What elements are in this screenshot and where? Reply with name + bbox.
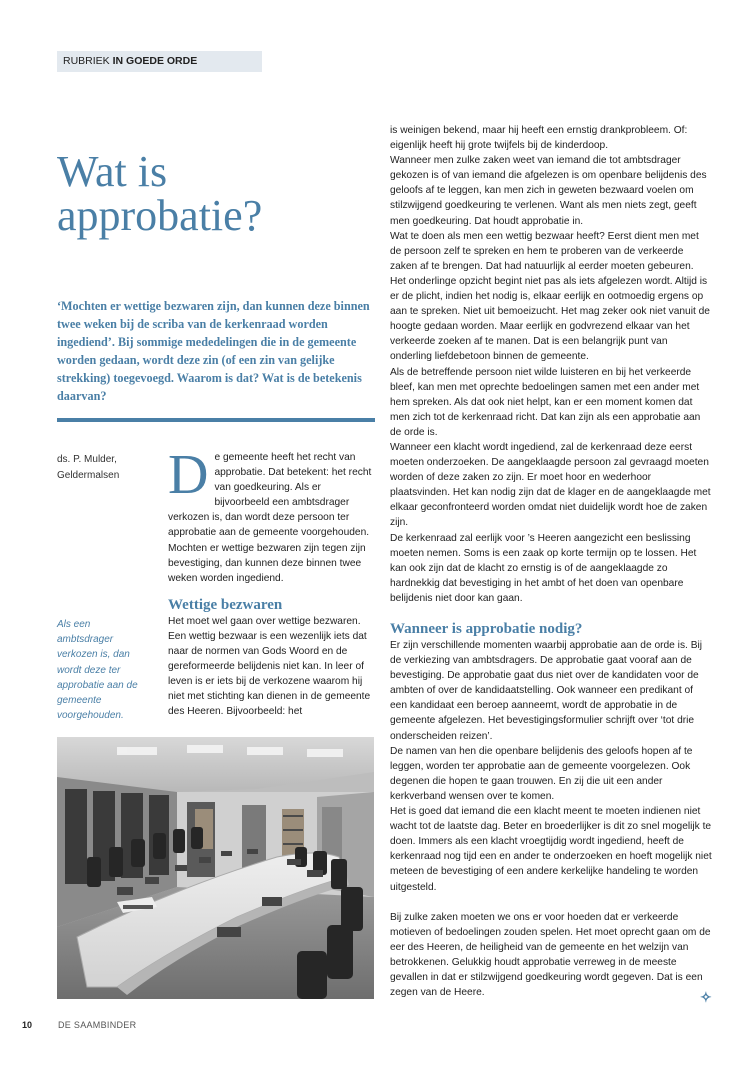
article-title: Wat is approbatie? [57, 147, 263, 240]
author-place: Geldermalsen [57, 470, 120, 481]
subheading: Wettige bezwaren [168, 596, 283, 613]
subheading: Wanneer is approbatie nodig? [390, 621, 583, 637]
paragraph: Er zijn verschillende momenten waarbij approbatie aan de orde is. Bij de verkiezing van ambtsdragers. De approbatie gaat vooraf aan de bevestiging. De approbatie gaat dus niet over de kandidaten voor de ambten of over de kandidaatstelling. Ook wanneer een predikant of een kandidaat een beroep aanneemt, wordt de approbatie in de gemeente afgelezen. Het bevestigingsformulier schrijft over ‘tot drie onderscheiden reizen’. [390, 640, 703, 742]
author-byline [57, 452, 157, 484]
paragraph: De namen van hen die openbare belijdenis des geloofs hopen af te leggen, worden ter approbatie aan de gemeente voorgelezen. Ook degenen die hopen te gaan trouwen. En zij die uit een ander kerkverband wensen over te komen. [390, 745, 693, 802]
article-intro: ‘Mochten er wettige bezwaren zijn, dan kunnen deze binnen twee weken bij de scriba van de kerkenraad worden ingediend’. Bij sommige mededelingen die in de gemeente worden gedaan, wordt deze zin (of een zin van gelijke strekking) toegevoegd. Waarom is dat? Wat is de betekenis daarvan? [57, 299, 370, 403]
paragraph: Wanneer men zulke zaken weet van iemand die tot ambtsdrager gekozen is of van iemand die afgelezen is om openbare belijdenis des geloofs af te leggen, kan men zich in geweten bezwaard voelen om stilzwijgend goedkeuring te verlenen. Want als men niets zegt, geeft men goedkeuring. Dat houdt approbatie in. [390, 155, 707, 227]
rubric-label [57, 51, 262, 72]
paragraph: Als de betreffende persoon niet wilde luisteren en bij het verkeerde bleef, kan men met oprechte bedoelingen samen met een ander met hem spreken. Als dat ook niet helpt, kan er een moment komen dat men zich tot de kerkenraad richt. Dat kan zijn als een approbatie aan de orde is. [390, 366, 701, 438]
page-number: 10 [22, 1020, 33, 1030]
paragraph: Het is goed dat iemand die een klacht meent te moeten indienen niet wacht tot de laatste dag. Beter en broederlijker is dit zo snel mogelijk te doen. Immers als een klacht vroegtijdig wordt ingediend, heeft de kerkenraad nog tijd een en ander te onderzoeken en hoeft mogelijk niet meteen de bevestiging of een andere kerkelijke handeling te worden uitgesteld. [390, 806, 712, 893]
paragraph [168, 444, 376, 586]
rubric-name: IN GOEDE ORDE [112, 55, 198, 67]
author-name: ds. P. Mulder, [57, 454, 117, 465]
paragraph: Het moet wel gaan over wettige bezwaren. Een wettig bezwaar is een wezenlijk iets dat naar de normen van Gods Woord en de gereformeerde belijdenis niet kan. In leer of leven is er iets bij de verkozene waarom hij niet met stichting kan dienen in de gemeente des Heeren. Bijvoorbeeld: het [168, 615, 371, 718]
pull-quote: Als een ambtsdrager verkozen is, dan wordt deze ter approbatie aan de gemeente voorgehouden. [57, 619, 138, 722]
paragraph-text: e gemeente heeft het recht van approbatie. Dat betekent: het recht van goedkeuring. Als er bijvoorbeeld een ambtsdrager verkozen is, dan wordt deze persoon ter approbatie aan de gemeente voorgehouden. Mochten er wettige bezwaren zijn tegen zijn bevestiging, dan kunnen deze binnen twee weken worden ingediend. [168, 452, 372, 584]
rubric-prefix: RUBRIEK [63, 55, 110, 67]
paragraph: Wanneer een klacht wordt ingediend, zal de kerkenraad deze eerst moeten onderzoeken. De aangeklaagde persoon zal gevraagd moeten worden of deze zaken zo zijn. Er moet hoor en wederhoor plaatsvinden. Het kan nodig zijn dat de klager en de aangeklaagde met elkaar geconfronteerd worden omdat niet duidelijk wordt hoe de zaken zijn. [390, 441, 711, 529]
paragraph: De kerkenraad zal eerlijk voor ’s Heeren aangezicht een beslissing moeten nemen. Soms is een zaak op korte termijn op te lossen. Het kan ook zijn dat de klacht zo ernstig is of de aangeklaagde zo hardnekkig dat bevestiging in het ambt of het doen van openbare belijdenis niet door kan gaan. [390, 532, 697, 604]
paragraph: Bij zulke zaken moeten we ons er voor hoeden dat er verkeerde motieven of bedoelingen zouden spelen. Het moet oprecht gaan om de eer des Heeren, de heiligheid van de gemeente en het welzijn van betrokkenen. Gelukkig houdt approbatie verreweg in de meeste gevallen in dat er stilzwijgend goedkeuring wordt gegeven. Dat is een zegen van de Heere. [390, 911, 711, 999]
paragraph: Wat te doen als men een wettig bezwaar heeft? Eerst dient men met de persoon zelf te spreken en hem te proberen van de verkeerde zaken af te brengen. Dat had natuurlijk al eerder moeten gebeuren. Het onderlinge opzicht begint niet pas als iets afgelezen wordt. Altijd is er de plicht, indien het nodig is, elkaar eerlijk en ootmoedig ergens op aan te spreken. Niet uit bemoeizucht. Het mag zeker ook niet vanuit de hoogte gedaan worden. Maar eerlijk en godvrezend elkaar van het verkeerde zoeken af te manen. Dat is een belangrijk punt van onderling liefdebetoon binnen de gemeente. [390, 230, 710, 363]
meeting-room-photo [57, 737, 374, 999]
paragraph-gap [390, 895, 712, 910]
magazine-name: DE SAAMBINDER [58, 1020, 137, 1030]
column-middle [168, 444, 376, 720]
divider [57, 418, 375, 422]
drop-cap: D [168, 444, 209, 506]
meeting-room-illustration [57, 737, 374, 999]
paragraph: is weinigen bekend, maar hij heeft een ernstig drankprobleem. Of: eigenlijk heeft hij grote twijfels bij de kinderdoop. [390, 125, 688, 152]
column-right [390, 123, 712, 1000]
end-of-article-icon: ✧ [700, 991, 712, 1006]
